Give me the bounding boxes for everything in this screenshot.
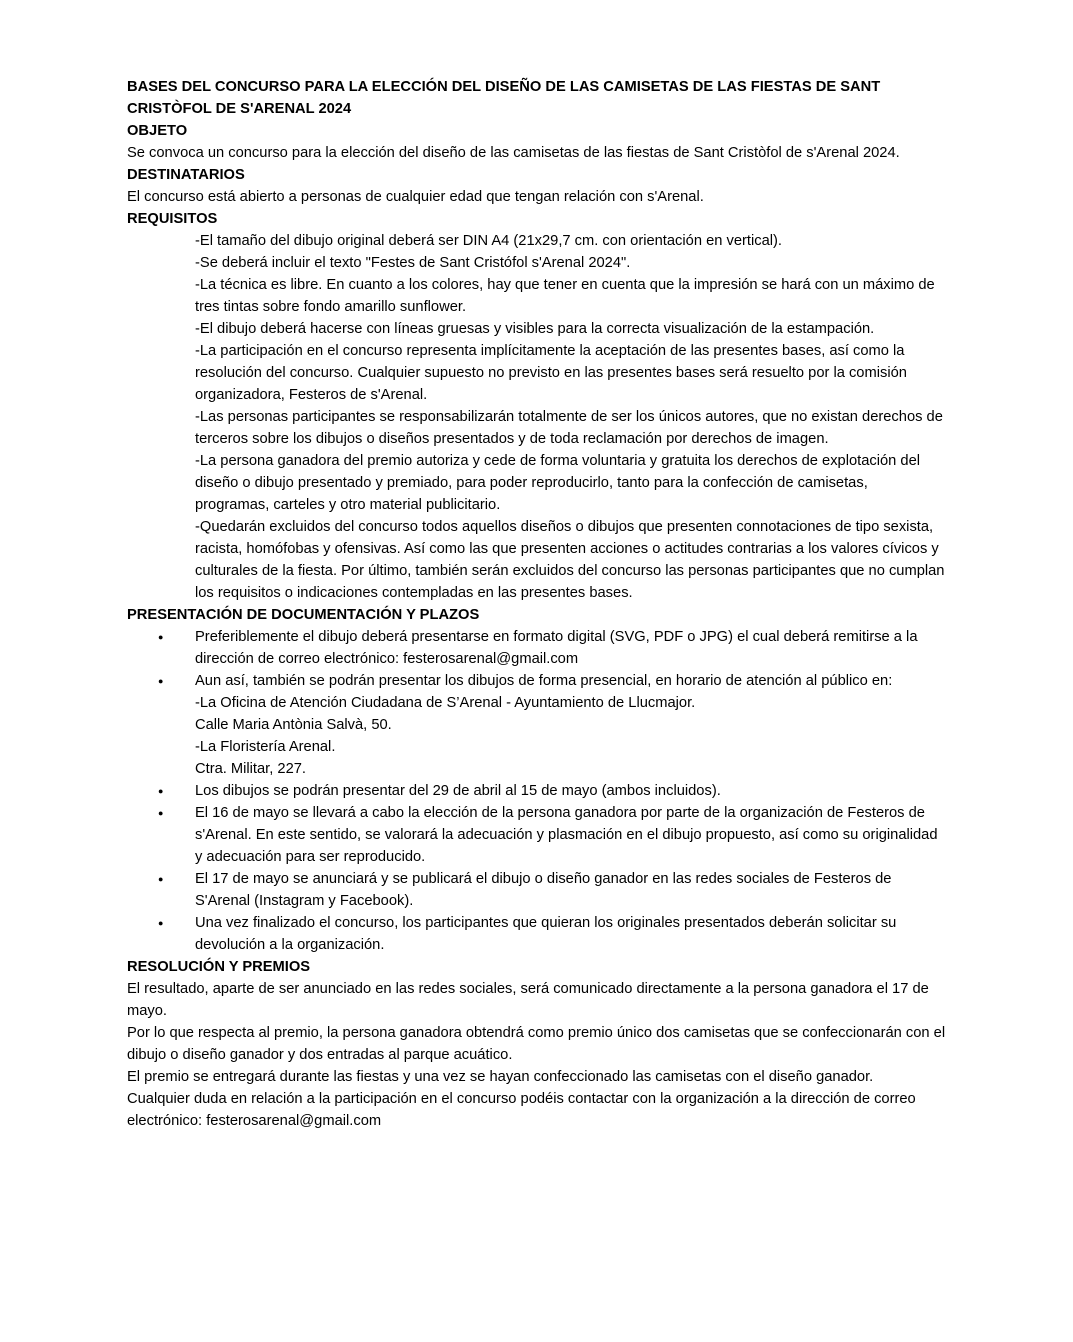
bullet-item <box>127 626 946 670</box>
address-line: -La Oficina de Atención Ciudadana de S’Arenal - Ayuntamiento de Llucmajor. <box>195 695 696 711</box>
bullet-item <box>127 802 946 868</box>
section-heading-objeto: OBJETO <box>127 123 188 139</box>
address-line: Ctra. Militar, 227. <box>195 761 307 777</box>
bullet-item-text: El 17 de mayo se anunciará y se publicará el dibujo o diseño ganador en las redes sociales de Festeros de S'Arenal (Instagram y Facebook). <box>195 871 892 909</box>
bullet-icon: ● <box>158 632 164 642</box>
address-line: -La Floristería Arenal. <box>195 739 336 755</box>
resolucion-paragraph: El resultado, aparte de ser anunciado en las redes sociales, será comunicado directamente a la persona ganadora el 17 de mayo. <box>127 981 929 1019</box>
contest-title: BASES DEL CONCURSO PARA LA ELECCIÓN DEL DISEÑO DE LAS CAMISETAS DE LAS FIESTAS DE SANT CRISTÒFOL DE S'ARENAL 2024 <box>127 79 881 117</box>
requisito-item: -El dibujo deberá hacerse con líneas gruesas y visibles para la correcta visualización de la estampación. <box>195 321 875 337</box>
bullet-icon: ● <box>158 918 164 928</box>
requisito-item: -La técnica es libre. En cuanto a los colores, hay que tener en cuenta que la impresión se hará con un máximo de tres tintas sobre fondo amarillo sunflower. <box>195 277 935 315</box>
requisito-item: -La persona ganadora del premio autoriza y cede de forma voluntaria y gratuita los derechos de explotación del diseño o dibujo presentado y premiado, para poder reproducirlo, tanto para la confección de camisetas, programas, carteles y otro material publicitario. <box>195 453 921 513</box>
requisito-item: -La participación en el concurso representa implícitamente la aceptación de las presentes bases, así como la resolución del concurso. Cualquier supuesto no previsto en las presentes bases será resuelto por la comisión organizadora, Festeros de s'Arenal. <box>195 343 907 403</box>
resolucion-paragraph: El premio se entregará durante las fiestas y una vez se hayan confeccionado las camisetas con el diseño ganador. <box>127 1069 874 1085</box>
destinatarios-paragraph: El concurso está abierto a personas de cualquier edad que tengan relación con s'Arenal. <box>127 189 704 205</box>
presentacion-bullet-list <box>127 626 946 956</box>
address-line: Calle Maria Antònia Salvà, 50. <box>195 717 392 733</box>
bullet-item <box>127 670 946 780</box>
requisito-item: -El tamaño del dibujo original deberá ser DIN A4 (21x29,7 cm. con orientación en vertical). <box>195 233 782 249</box>
section-heading-destinatarios: DESTINATARIOS <box>127 167 245 183</box>
bullet-item-text: El 16 de mayo se llevará a cabo la elección de la persona ganadora por parte de la organización de Festeros de s'Arenal. En este sentido, se valorará la adecuación y plasmación en el dibujo propuesto, así como su originalidad y adecuación para ser reproducido. <box>195 805 938 865</box>
bullet-item-text: Una vez finalizado el concurso, los participantes que quieran los originales presentados deberán solicitar su devolución a la organización. <box>195 915 897 953</box>
section-heading-resolucion: RESOLUCIÓN Y PREMIOS <box>127 959 311 975</box>
bullet-item <box>127 780 946 802</box>
requisito-item: -Las personas participantes se responsabilizarán totalmente de ser los únicos autores, que no existan derechos de terceros sobre los dibujos o diseños presentados y de toda reclamación por derechos de imagen. <box>195 409 943 447</box>
bullet-item-text: Aun así, también se podrán presentar los dibujos de forma presencial, en horario de atención al público en: <box>195 673 893 689</box>
bullet-icon: ● <box>158 808 164 818</box>
objeto-paragraph: Se convoca un concurso para la elección del diseño de las camisetas de las fiestas de Sant Cristòfol de s'Arenal 2024. <box>127 145 900 161</box>
bullet-item <box>127 912 946 956</box>
bullet-item-text: Los dibujos se podrán presentar del 29 de abril al 15 de mayo (ambos incluidos). <box>195 783 721 799</box>
bullet-icon: ● <box>158 786 164 796</box>
resolucion-paragraph: Por lo que respecta al premio, la persona ganadora obtendrá como premio único dos camisetas que se confeccionarán con el dibujo o diseño ganador y dos entradas al parque acuático. <box>127 1025 946 1063</box>
section-heading-requisitos: REQUISITOS <box>127 211 218 227</box>
bullet-icon: ● <box>158 676 164 686</box>
requisito-item: -Se deberá incluir el texto "Festes de Sant Cristófol s'Arenal 2024". <box>195 255 631 271</box>
bullet-item-text: Preferiblemente el dibujo deberá presentarse en formato digital (SVG, PDF o JPG) el cual deberá remitirse a la dirección de correo electrónico: festerosarenal@gmail.com <box>195 629 918 667</box>
bullet-icon: ● <box>158 874 164 884</box>
bullet-item <box>127 868 946 912</box>
resolucion-paragraph: Cualquier duda en relación a la participación en el concurso podéis contactar con la organización a la dirección de correo electrónico: festerosarenal@gmail.com <box>127 1091 916 1129</box>
requisito-item: -Quedarán excluidos del concurso todos aquellos diseños o dibujos que presenten connotaciones de tipo sexista, racista, homófobas y ofensivas. Así como las que presenten acciones o actitudes contrarias a los valores cívicos y culturales de la fiesta. Por último, también serán excluidos del concurso las personas participantes que no cumplan los requisitos o indicaciones contempladas en las presentes bases. <box>195 519 945 601</box>
section-heading-presentacion: PRESENTACIÓN DE DOCUMENTACIÓN Y PLAZOS <box>127 607 480 623</box>
